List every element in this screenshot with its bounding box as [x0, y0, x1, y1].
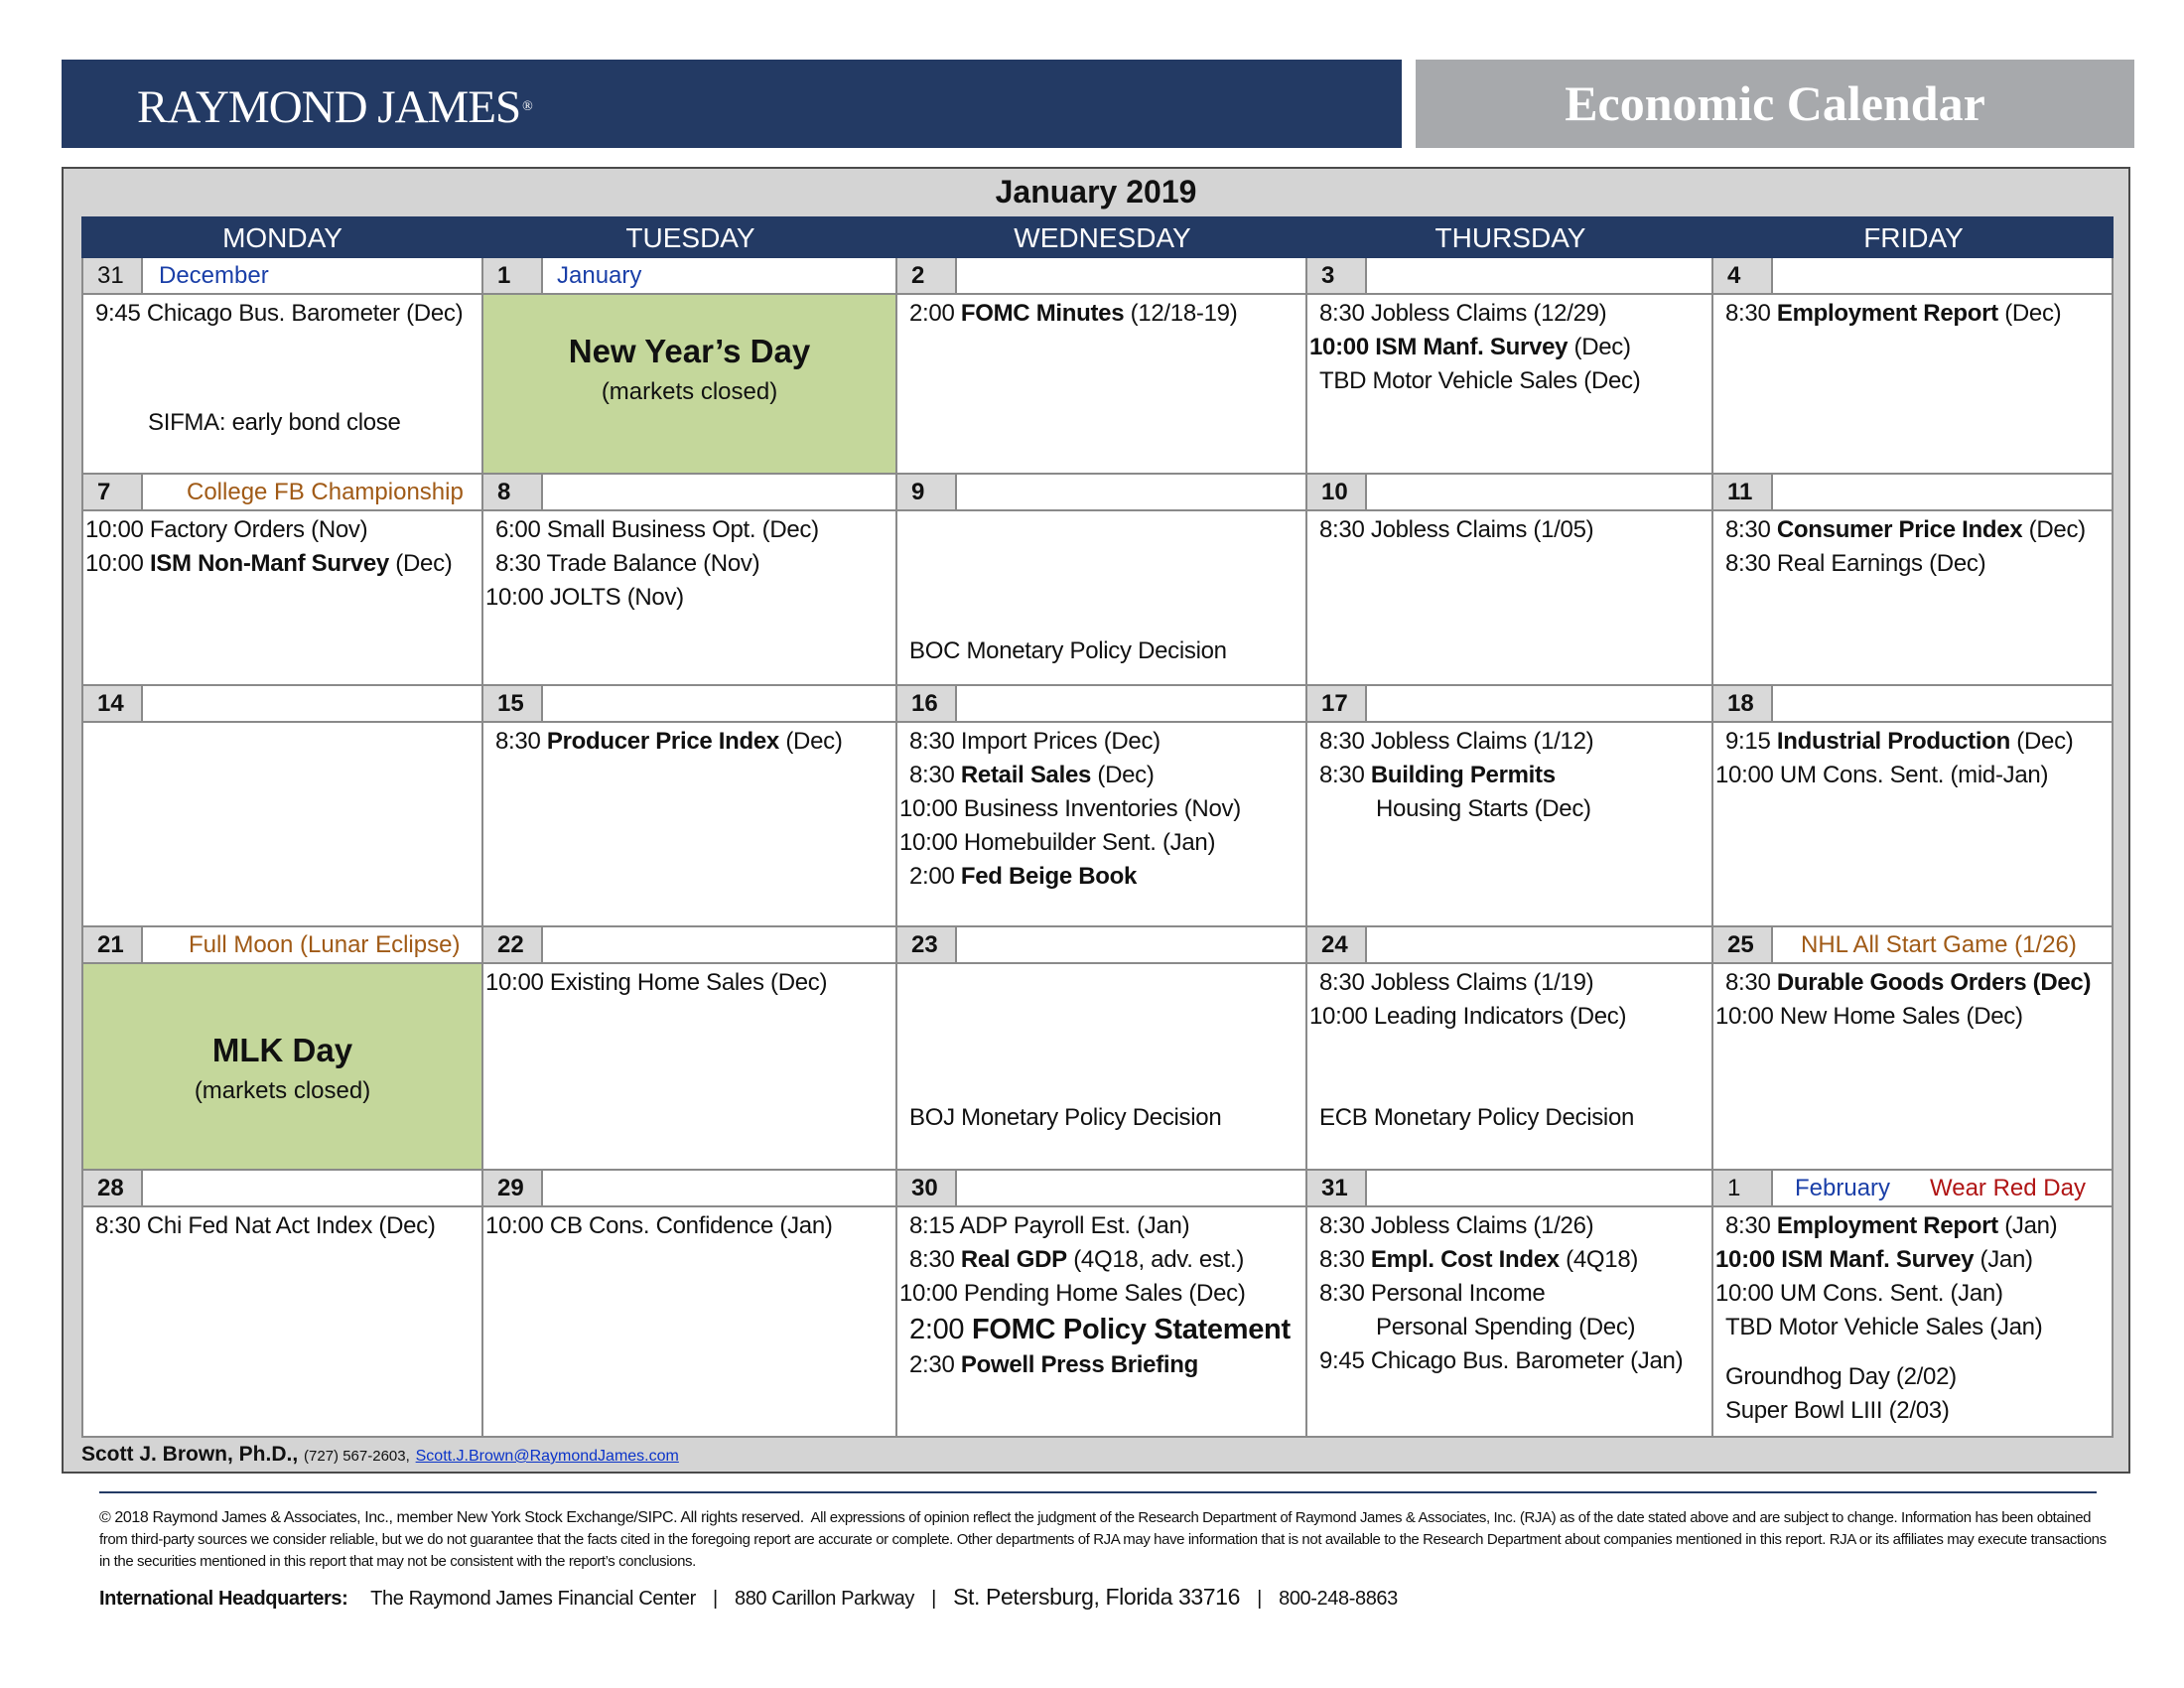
day-number: 3 [1307, 258, 1367, 293]
day-number: 16 [897, 686, 957, 721]
day-number: 31 [83, 258, 143, 293]
day-cell [897, 475, 1307, 686]
event: 10:00 Factory Orders (Nov) [85, 516, 368, 543]
event: 8:30 Employment Report (Jan) [1725, 1212, 2058, 1239]
event: Groundhog Day (2/02) [1725, 1363, 1957, 1390]
hq-street: 880 Carillon Parkway [734, 1588, 914, 1610]
event: 8:30 Building Permits [1319, 762, 1556, 788]
event: 8:30 Import Prices (Dec) [909, 728, 1160, 755]
event: 8:30 Durable Goods Orders (Dec) [1725, 969, 2092, 996]
day-cell [1713, 475, 2114, 686]
disclaimer-text: All expressions of opinion reflect the judgment of the Research Department of Raymond James & Associates, Inc. (RJA) as of the date stated above and are subject to change. Information has been obtained from third-party sources we consider reliable, but we do not guarantee that the facts cited in the foregoing report are accurate or complete. Other departments of RJA may have information that is not available to the Research Department about companies mentioned in this report. RJA or its affiliates may execute transactions in the securities mentioned in this report that may not be consistent with the report’s conclusions. [99, 1509, 2107, 1570]
disclaimer [99, 1507, 2115, 1573]
event: Housing Starts (Dec) [1376, 795, 1591, 822]
holiday-subtitle: (markets closed) [601, 378, 778, 405]
event: 2:30 Powell Press Briefing [909, 1351, 1199, 1378]
event: 8:30 Jobless Claims (1/19) [1319, 969, 1594, 996]
event: 10:00 CB Cons. Confidence (Jan) [485, 1212, 833, 1239]
author-phone: (727) 567-2603, [304, 1448, 410, 1465]
holiday-block [83, 964, 481, 1169]
day-cell [897, 927, 1307, 1171]
holiday-subtitle: (markets closed) [194, 1077, 371, 1104]
weekday-monday: MONDAY [222, 222, 342, 253]
day-number: 24 [1307, 927, 1367, 962]
day-number: 14 [83, 686, 143, 721]
day-number: 29 [483, 1171, 543, 1205]
event: 9:15 Industrial Production (Dec) [1725, 728, 2074, 755]
event: 2:00 FOMC Minutes (12/18-19) [909, 300, 1238, 327]
day-number: 25 [1713, 927, 1773, 962]
day-note: NHL All Start Game (1/26) [1801, 931, 2077, 958]
event: 10:00 Existing Home Sales (Dec) [485, 969, 828, 996]
weekday-friday: FRIDAY [1863, 222, 1964, 253]
day-number: 10 [1307, 475, 1367, 509]
event: 9:45 Chicago Bus. Barometer (Jan) [1319, 1347, 1684, 1374]
day-cell [1307, 686, 1713, 927]
day-number: 2 [897, 258, 957, 293]
weekday-thursday: THURSDAY [1434, 222, 1586, 253]
day-number: 31 [1307, 1171, 1367, 1205]
month-title: January 2019 [995, 174, 1197, 210]
day-cell [483, 475, 897, 686]
day-number: 15 [483, 686, 543, 721]
event: 9:45 Chicago Bus. Barometer (Dec) [95, 300, 464, 327]
event: 8:30 Employment Report (Dec) [1725, 300, 2062, 327]
day-cell [483, 927, 897, 1171]
event: 10:00 UM Cons. Sent. (mid-Jan) [1715, 762, 2049, 788]
day-number: 28 [83, 1171, 143, 1205]
event: 8:30 Consumer Price Index (Dec) [1725, 516, 2086, 543]
day-number: 21 [83, 927, 143, 962]
day-cell [483, 686, 897, 927]
day-note: December [159, 262, 269, 289]
event: 10:00 Pending Home Sales (Dec) [899, 1280, 1246, 1307]
day-number: 4 [1713, 258, 1773, 293]
day-cell [897, 686, 1307, 927]
day-cell [483, 1171, 897, 1438]
event: 8:30 Trade Balance (Nov) [495, 550, 760, 577]
day-number: 9 [897, 475, 957, 509]
weekday-header [81, 216, 2114, 258]
day-cell [1713, 686, 2114, 927]
document-title: Economic Calendar [1565, 75, 1985, 131]
event: TBD Motor Vehicle Sales (Dec) [1319, 367, 1641, 394]
hq-label: International Headquarters: [99, 1588, 348, 1610]
weekday-tuesday: TUESDAY [625, 222, 755, 253]
event: 8:15 ADP Payroll Est. (Jan) [909, 1212, 1190, 1239]
event: 2:00 FOMC Policy Statement [909, 1314, 1291, 1345]
day-note: January [557, 262, 642, 289]
day-number: 17 [1307, 686, 1367, 721]
weekday-wednesday: WEDNESDAY [1014, 222, 1191, 253]
day-number: 23 [897, 927, 957, 962]
event: 8:30 Jobless Claims (12/29) [1319, 300, 1607, 327]
event: 8:30 Real Earnings (Dec) [1725, 550, 1986, 577]
day-number: 7 [83, 475, 143, 509]
day-note: Full Moon (Lunar Eclipse) [189, 931, 461, 958]
event: 10:00 Homebuilder Sent. (Jan) [899, 829, 1216, 856]
event: 8:30 Chi Fed Nat Act Index (Dec) [95, 1212, 436, 1239]
separator: | [1257, 1588, 1262, 1610]
holiday-block [483, 295, 895, 473]
event: 6:00 Small Business Opt. (Dec) [495, 516, 819, 543]
event: BOC Monetary Policy Decision [909, 637, 1227, 664]
day-cell [81, 686, 483, 927]
day-number: 1 [483, 258, 543, 293]
holiday-title: MLK Day [211, 1032, 353, 1068]
event: 10:00 ISM Non-Manf Survey (Dec) [85, 550, 453, 577]
day-cell [1713, 258, 2114, 475]
event: Super Bowl LIII (2/03) [1725, 1397, 1950, 1424]
day-number: 11 [1713, 475, 1773, 509]
event: 10:00 ISM Manf. Survey (Jan) [1715, 1246, 2033, 1273]
holiday-title: New Year’s Day [568, 333, 811, 369]
hq-building: The Raymond James Financial Center [370, 1588, 696, 1610]
day-cell [1307, 258, 1713, 475]
day-cell [1307, 927, 1713, 1171]
headquarters-line [99, 1584, 1398, 1611]
day-cell [81, 1171, 483, 1438]
event: 8:30 Real GDP (4Q18, adv. est.) [909, 1246, 1245, 1273]
raymond-james-logo: RAYMOND JAMES ® [137, 81, 532, 133]
event: ECB Monetary Policy Decision [1319, 1104, 1635, 1131]
separator: | [713, 1588, 718, 1610]
day-cell [897, 258, 1307, 475]
day-cell [1713, 927, 2114, 1171]
calendar-grid [81, 258, 2114, 1438]
event: 8:30 Empl. Cost Index (4Q18) [1319, 1246, 1639, 1273]
event: SIFMA: early bond close [148, 409, 401, 436]
event: BOJ Monetary Policy Decision [909, 1104, 1222, 1131]
event: 8:30 Jobless Claims (1/05) [1319, 516, 1594, 543]
event: 10:00 ISM Manf. Survey (Dec) [1309, 334, 1631, 360]
day-cell [1713, 1171, 2114, 1438]
footer-divider [99, 1491, 2097, 1493]
day-number: 1 [1713, 1171, 1773, 1205]
day-note: February [1795, 1175, 1891, 1201]
event: 10:00 Business Inventories (Nov) [899, 795, 1241, 822]
day-note-secondary: Wear Red Day [1930, 1175, 2086, 1201]
event: 8:30 Personal Income [1319, 1280, 1546, 1307]
hq-phone: 800-248-8863 [1279, 1588, 1398, 1610]
day-cell [81, 258, 483, 475]
day-cell [81, 927, 483, 1171]
day-number: 30 [897, 1171, 957, 1205]
day-note: College FB Championship [187, 479, 464, 505]
day-cell [483, 258, 897, 475]
separator: | [931, 1588, 936, 1610]
event: 8:30 Retail Sales (Dec) [909, 762, 1155, 788]
day-number: 18 [1713, 686, 1773, 721]
event: 2:00 Fed Beige Book [909, 863, 1138, 890]
day-cell [81, 475, 483, 686]
event: 8:30 Jobless Claims (1/26) [1319, 1212, 1594, 1239]
event: 10:00 UM Cons. Sent. (Jan) [1715, 1280, 2003, 1307]
day-number: 22 [483, 927, 543, 962]
event: 10:00 Leading Indicators (Dec) [1309, 1003, 1627, 1030]
day-number: 8 [483, 475, 543, 509]
author-line [81, 1440, 679, 1472]
event: 8:30 Producer Price Index (Dec) [495, 728, 843, 755]
author-email-link[interactable]: Scott.J.Brown@RaymondJames.com [415, 1448, 679, 1465]
event: 8:30 Jobless Claims (1/12) [1319, 728, 1594, 755]
event: TBD Motor Vehicle Sales (Jan) [1725, 1314, 2043, 1340]
day-cell [1307, 1171, 1713, 1438]
day-cell [897, 1171, 1307, 1438]
event: Personal Spending (Dec) [1376, 1314, 1636, 1340]
copyright: © 2018 Raymond James & Associates, Inc., member New York Stock Exchange/SIPC. All rights reserved. [99, 1509, 804, 1526]
day-cell [1307, 475, 1713, 686]
event: 10:00 New Home Sales (Dec) [1715, 1003, 2023, 1030]
hq-city: St. Petersburg, Florida 33716 [953, 1584, 1240, 1610]
author-name: Scott J. Brown, Ph.D., [81, 1443, 299, 1466]
event: 10:00 JOLTS (Nov) [485, 584, 684, 611]
